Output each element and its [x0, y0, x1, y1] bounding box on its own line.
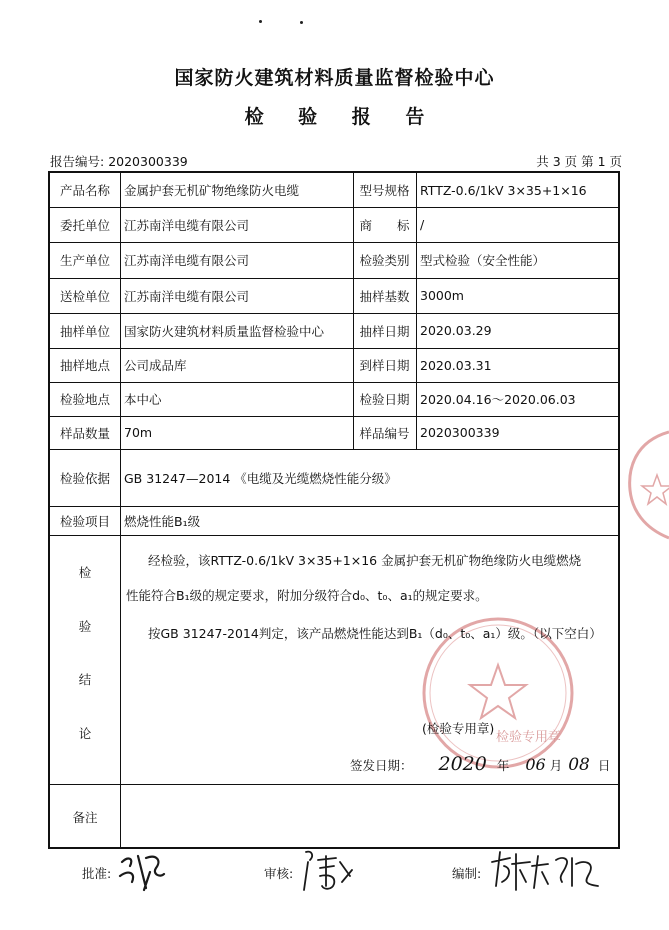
report-table [48, 171, 620, 849]
approver-label: 批准: [82, 866, 112, 881]
issue-day-unit: 日 [597, 758, 611, 773]
trademark-value: / [420, 217, 425, 232]
test-category-value: 型式检验（安全性能） [420, 253, 546, 268]
document-title: 检 验 报 告 [244, 106, 439, 128]
institution-title: 国家防火建筑材料质量监督检验中心 [174, 67, 495, 89]
conclusion-label-char: 结 [78, 672, 92, 688]
page-info: 共 3 页 第 1 页 [536, 154, 622, 169]
conclusion-label-char: 检 [78, 564, 92, 580]
product-name-value: 金属护套无机矿物绝缘防火电缆 [124, 183, 300, 198]
issue-day: 08 [568, 755, 590, 775]
report-number [50, 152, 188, 170]
seal-caption: 检验专用章 [496, 730, 562, 745]
test-category-label: 检验类别 [359, 253, 410, 268]
issue-year-unit: 年 [496, 758, 510, 773]
test-place-value: 本中心 [124, 392, 162, 407]
test-basis-label: 检验依据 [59, 470, 110, 486]
sampling-base-label: 抽样基数 [359, 288, 410, 304]
seal-note: (检验专用章) [422, 721, 495, 736]
client-label: 委托单位 [59, 217, 110, 233]
sample-qty-label: 样品数量 [59, 425, 110, 441]
approver-signature [116, 850, 168, 894]
report-number-label: 报告编号: [50, 154, 105, 169]
submitter-label: 送检单位 [59, 288, 110, 304]
model-spec-value: RTTZ-0.6/1kV 3×35+1×16 [420, 182, 587, 198]
test-item-label: 检验项目 [59, 513, 110, 529]
model-spec-label: 型号规格 [359, 183, 410, 198]
issue-date-label: 签发日期： [350, 758, 413, 773]
row-divider [50, 535, 618, 536]
submitter-value: 江苏南洋电缆有限公司 [124, 288, 250, 304]
arrival-date-label: 到样日期 [359, 358, 410, 373]
sample-qty-value: 70m [124, 425, 153, 440]
conclusion-line-1: 经检验，该RTTZ-0.6/1kV 3×35+1×16 金属护套无机矿物绝缘防火电缆燃烧 [148, 553, 582, 568]
arrival-date-value: 2020.03.31 [420, 357, 492, 373]
conclusion-line-2: 性能符合B₁级的规定要求，附加分级符合d₀、t₀、a₁的规定要求。 [126, 588, 488, 603]
conclusion-label-char: 论 [78, 726, 92, 742]
test-date-label: 检验日期 [359, 392, 410, 407]
manufacturer-value: 江苏南洋电缆有限公司 [124, 253, 250, 268]
sample-no-label: 样品编号 [359, 425, 410, 441]
trademark-label: 商 标 [359, 217, 410, 233]
sample-no-value: 2020300339 [420, 425, 500, 440]
issue-month-unit: 月 [549, 758, 563, 773]
sampling-date-label: 抽样日期 [359, 323, 410, 339]
manufacturer-label: 生产单位 [59, 253, 110, 268]
sampling-place-label: 抽样地点 [59, 358, 110, 373]
scan-speck [300, 21, 303, 24]
conclusion-label-char: 验 [78, 618, 92, 634]
sampling-place-value: 公司成品库 [124, 358, 187, 373]
product-name-label: 产品名称 [59, 183, 110, 198]
test-basis-value: GB 31247—2014 《电缆及光缆燃烧性能分级》 [124, 470, 397, 486]
remarks-label: 备注 [72, 809, 98, 825]
sampling-unit-label: 抽样单位 [59, 323, 110, 339]
test-item-value: 燃烧性能B₁级 [124, 513, 201, 529]
issue-month: 06 [525, 755, 546, 774]
sampling-date-value: 2020.03.29 [420, 323, 492, 338]
client-value: 江苏南洋电缆有限公司 [124, 217, 250, 233]
conclusion-label [50, 545, 120, 760]
sampling-base-value: 3000m [420, 288, 464, 303]
test-place-label: 检验地点 [59, 392, 110, 407]
compiler-signature [486, 846, 602, 896]
edge-seal [624, 430, 669, 540]
issue-year: 2020 [438, 753, 487, 775]
sampling-unit-value: 国家防火建筑材料质量监督检验中心 [124, 323, 325, 339]
issue-date [350, 753, 610, 775]
reviewer-signature [298, 846, 356, 896]
test-date-value: 2020.04.16～2020.06.03 [420, 392, 576, 407]
conclusion-line-3: 按GB 31247-2014判定，该产品燃烧性能达到B₁（d₀、t₀、a₁）级。（以下空白） [148, 626, 602, 641]
reviewer-label: 审核: [264, 866, 294, 881]
report-number-value: 2020300339 [108, 154, 188, 169]
compiler-label: 编制: [452, 866, 482, 881]
remarks-value [120, 784, 620, 849]
scan-speck [259, 20, 262, 23]
